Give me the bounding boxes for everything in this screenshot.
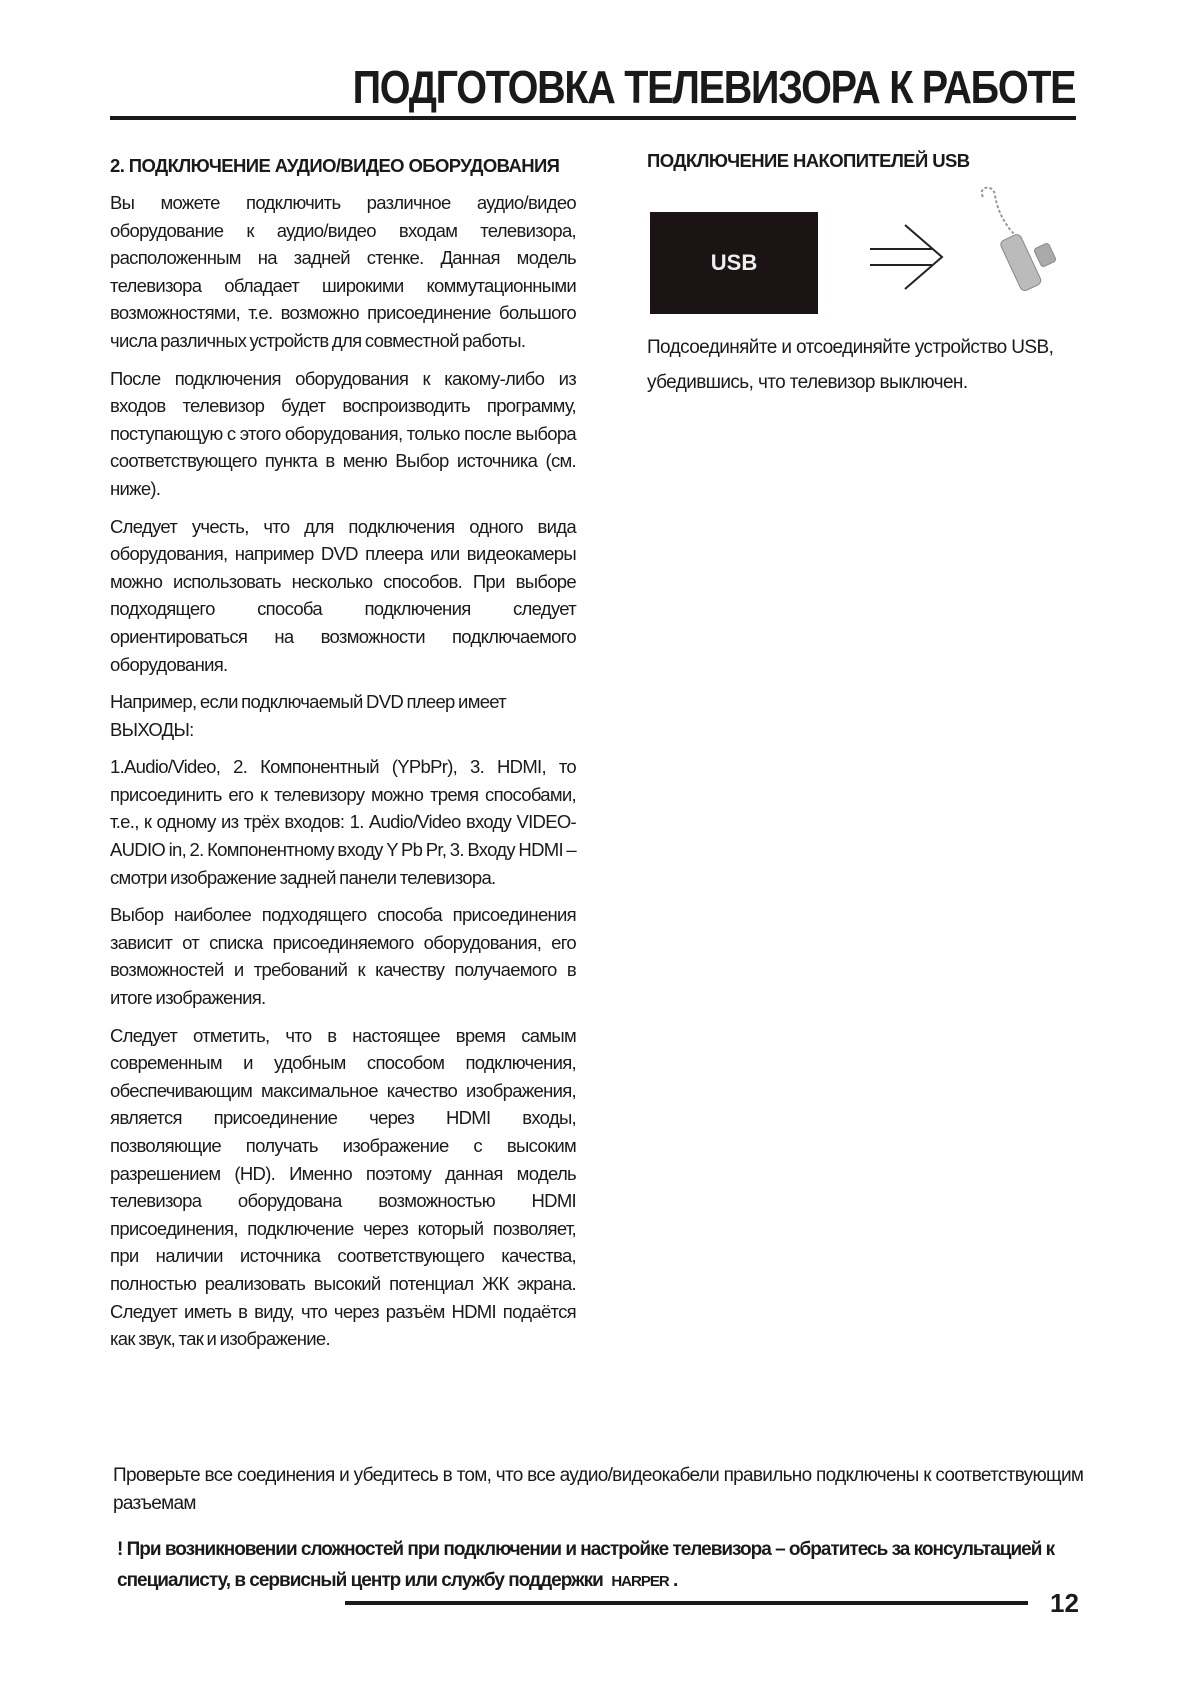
paragraph: Например, если подключаемый DVD плеер имеет ВЫХОДЫ:: [110, 691, 507, 740]
header-rule: [110, 116, 1076, 120]
footer-rule: [345, 1601, 1028, 1605]
usb-instruction: Подсоединяйте и отсоединяйте устройство USB, убедившись, что телевизор выключен.: [647, 337, 1054, 393]
left-column: [110, 155, 576, 1363]
warning-note: [117, 1534, 1097, 1597]
brand-name: HARPER: [611, 1573, 669, 1590]
paragraph: Вы можете подключить различное аудио/видео оборудование к аудио/видео входам телевизора, расположенным на задней стенке. Данная модель телевизора обладает широкими коммутационными возможностями, т.е. возможно присоединение большого числа различных устройств для совместной работы.: [110, 192, 576, 351]
usb-label: USB: [710, 250, 758, 275]
paragraph: Следует учесть, что для подключения одного вида оборудования, например DVD плеера или видеокамеры можно использовать несколько способов. При выборе подходящего способа подключения следует ориентироваться на возможности подключаемого оборудования.: [110, 515, 576, 675]
right-column: [647, 150, 1087, 184]
paragraph: Следует отметить, что в настоящее время самым современным и удобным способом подключения, обеспечивающим максимальное качество изображения, является присоединение через HDMI входы, позволяющие получать изображение с высоким разрешением (HD). Именно поэтому данная модель телевизора оборудована возможностью HDMI присоединения, подключение через который позволяет, при наличии источника соответствующего качества, полностью реализовать высокий потенциал ЖК экрана. Следует иметь в виду, что через разъём HDMI подаётся как звук, так и изображение.: [110, 1024, 576, 1350]
usb-port-image: [650, 212, 818, 314]
warning-text: ! При возникновении сложностей при подключении и настройке телевизора – обратитесь за консультацией к специалисту, в сервисный центр или службу поддержки: [117, 1539, 1055, 1591]
page-title: ПОДГОТОВКА ТЕЛЕВИЗОРА К РАБОТЕ: [352, 61, 1075, 113]
usb-heading: ПОДКЛЮЧЕНИЕ НАКОПИТЕЛЕЙ USB: [647, 150, 970, 171]
page-number: 12: [1050, 1588, 1079, 1618]
warning-end: .: [668, 1570, 678, 1591]
connection-note: Проверьте все соединения и убедитесь в том, что все аудио/видеокабели правильно подключены к соответствующим разъемам: [113, 1465, 1084, 1514]
paragraph: Выбор наиболее подходящего способа присоединения зависит от списка присоединяемого оборудования, его возможностей и требований к качеству получаемого в итоге изображения.: [110, 904, 576, 1009]
usb-flash-drive-icon: [975, 185, 1075, 305]
paragraph: 1.Audio/Video, 2. Компонентный (YPbPr), 3. HDMI, то присоединить его к телевизору можно тремя способами, т.е., к одному из трёх входов: 1. Audio/Video входу VIDEO-AUDIO in, 2. Компонентному входу Y Pb Pr, 3. Входу HDMI – смотри изображение задней панели телевизора.: [110, 756, 576, 888]
paragraph: После подключения оборудования к какому-либо из входов телевизор будет воспроизводить программу, поступающую с этого оборудования, только после выбора соответствующего пункта в меню Выбор источника (см. ниже).: [110, 367, 576, 499]
section-heading: 2. ПОДКЛЮЧЕНИЕ АУДИО/ВИДЕО ОБОРУДОВАНИЯ: [110, 155, 560, 176]
double-arrow-icon: [870, 222, 960, 292]
